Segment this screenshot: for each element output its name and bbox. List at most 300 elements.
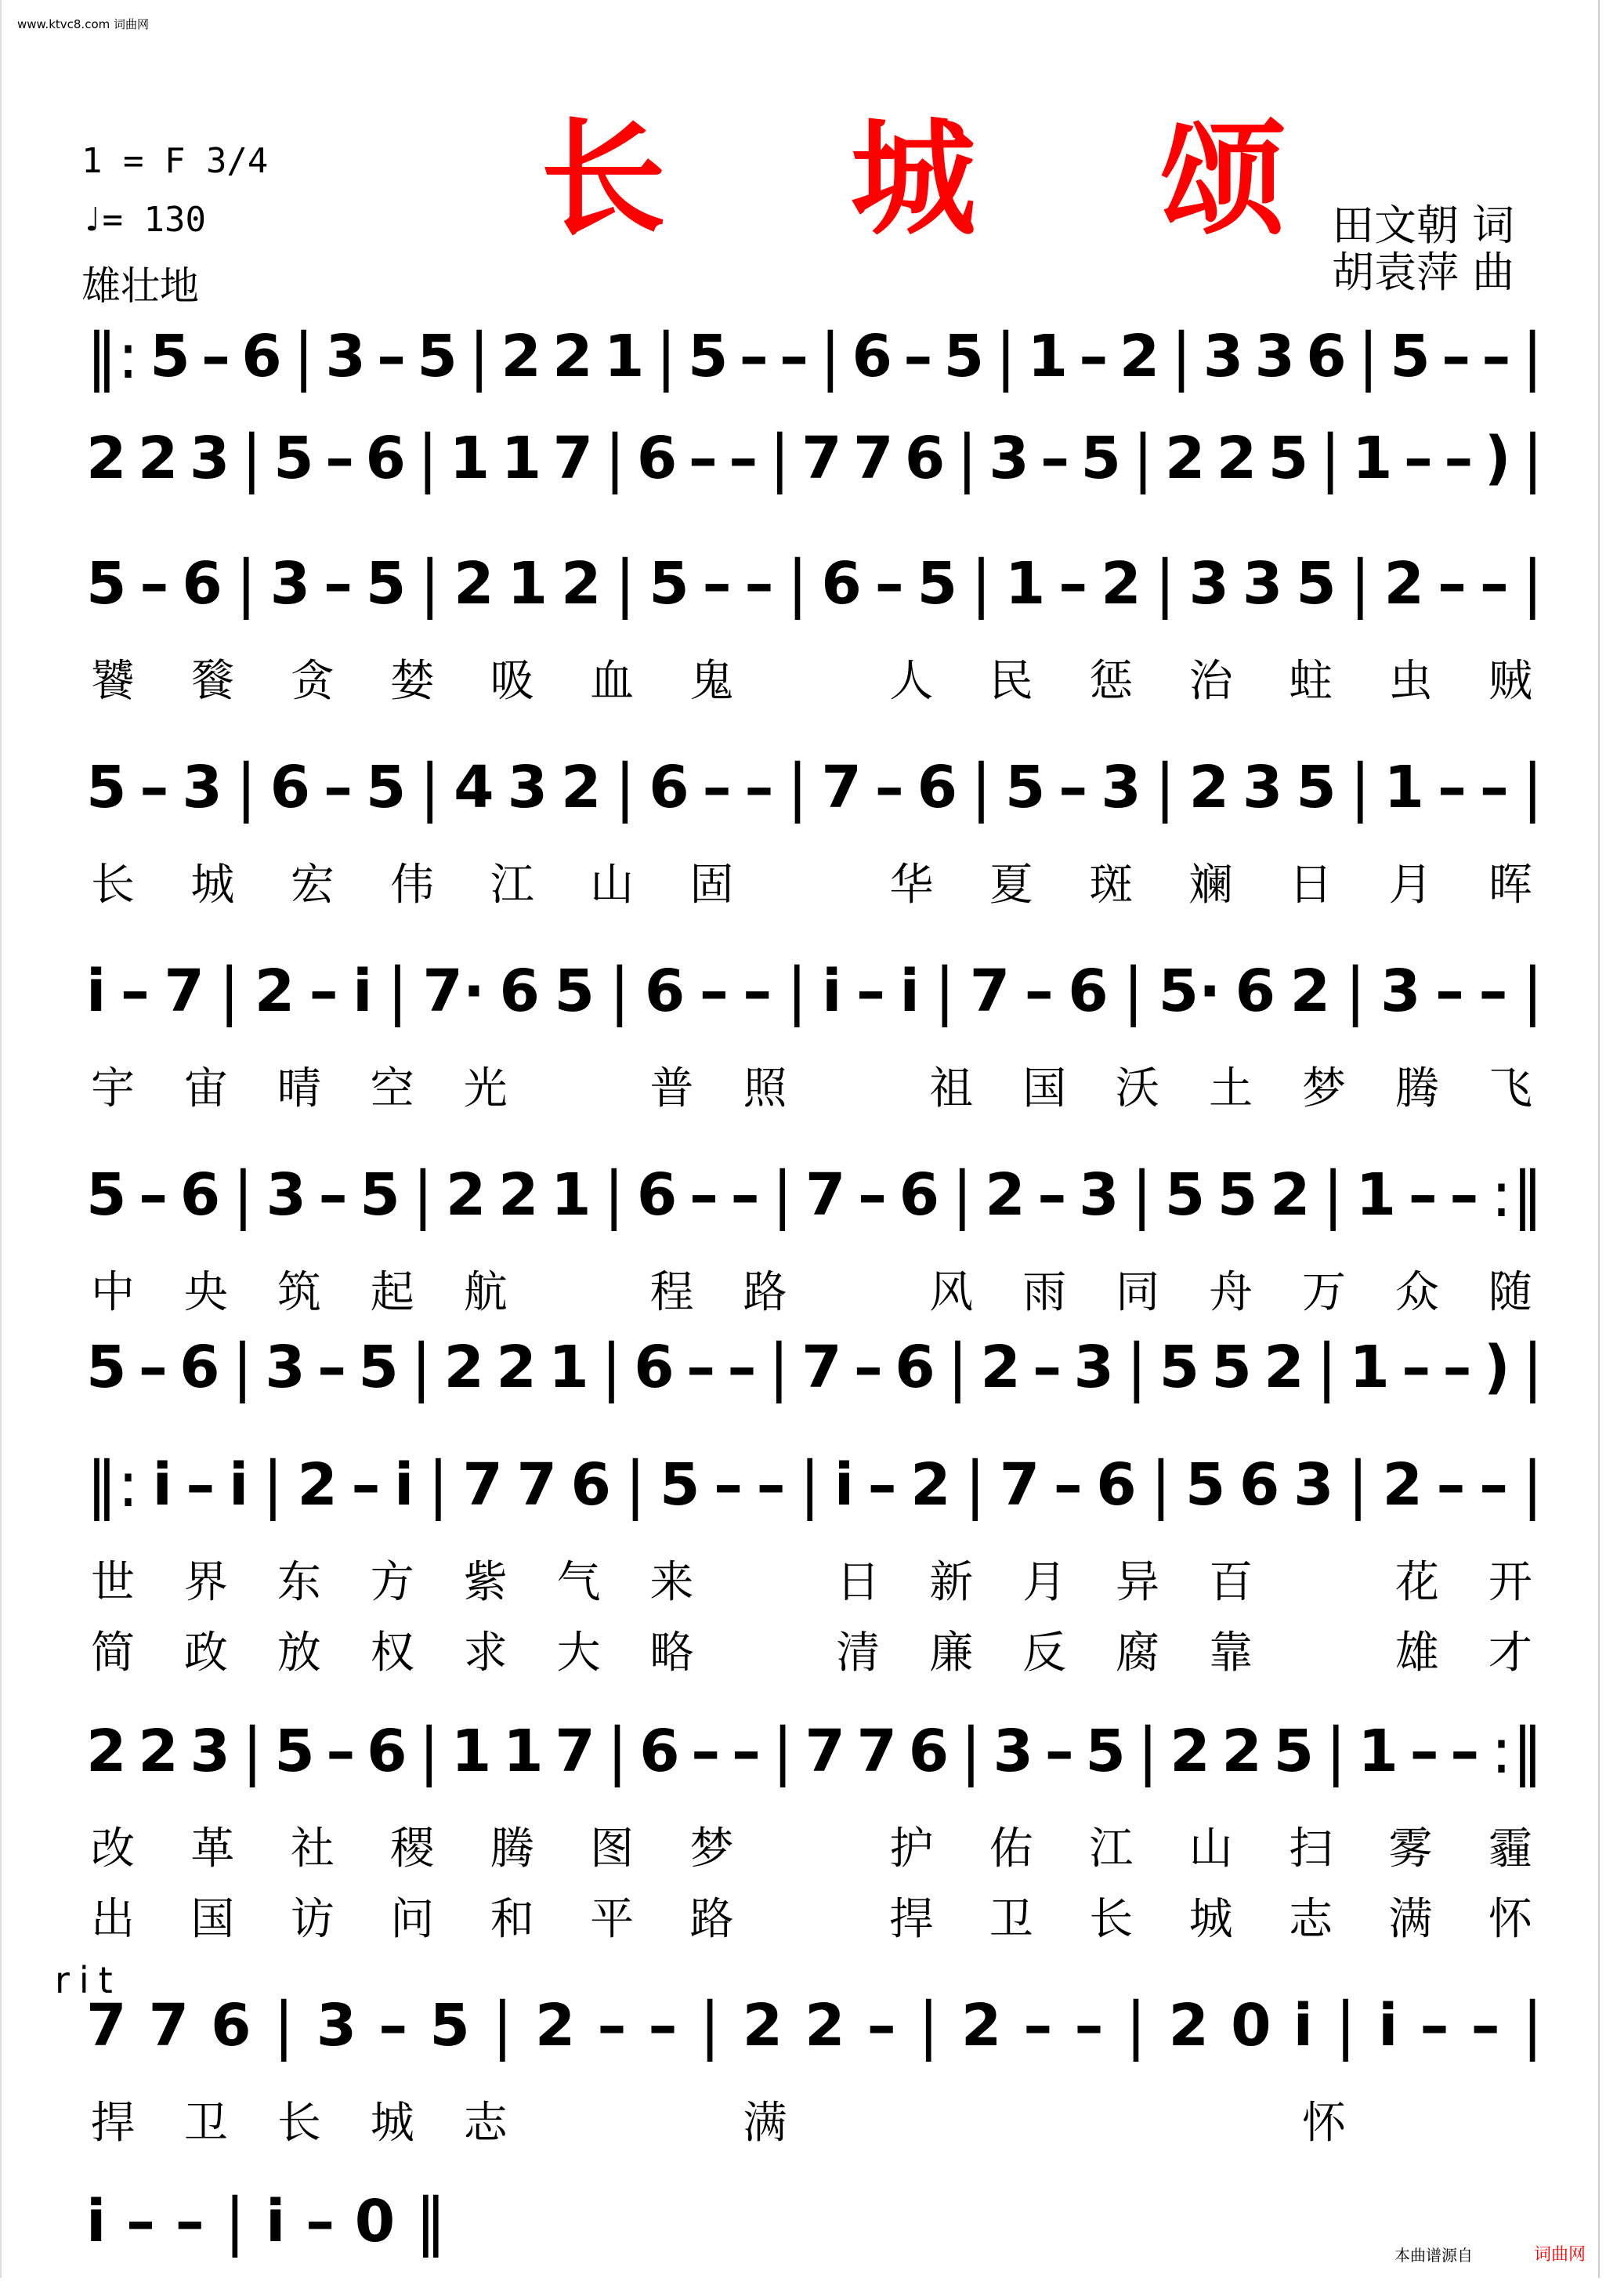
lyric-char	[836, 2088, 880, 2143]
bar-line: |	[232, 1158, 254, 1231]
lyric-line	[91, 1054, 1532, 1114]
lyric-char: 志	[1289, 1894, 1333, 1945]
note: 1	[449, 425, 490, 492]
note-sequence	[86, 541, 1543, 627]
note: 3	[1254, 323, 1295, 390]
note: –	[686, 1334, 716, 1401]
lyric-char: 中	[91, 1267, 135, 1318]
note: –	[648, 1992, 678, 2059]
lyric-char: 土	[1209, 1063, 1253, 1114]
bar-line: |	[971, 751, 992, 824]
lyric-char: 山	[1188, 1823, 1233, 1874]
note: 6	[367, 1718, 407, 1785]
lyric-char: 江	[1089, 1823, 1134, 1874]
bar-line: |	[787, 751, 808, 824]
note: –	[1420, 1992, 1449, 2059]
note: 2	[1170, 1718, 1210, 1785]
note: 6	[899, 1161, 940, 1229]
note: 2	[980, 1334, 1021, 1401]
note: 7	[516, 1451, 557, 1519]
note: 3	[1380, 958, 1421, 1025]
lyric-char: 长	[1089, 1894, 1134, 1945]
note: 5	[274, 1718, 315, 1785]
note: –	[201, 323, 231, 390]
note: 6	[904, 425, 946, 492]
bar-line: |	[224, 2185, 246, 2258]
note: 5	[1164, 1161, 1206, 1229]
lyric-char: 新	[929, 1557, 974, 1608]
lyric-line	[91, 1814, 1532, 1874]
lyric-char: 飞	[1488, 1063, 1532, 1114]
bar-line: |	[1521, 320, 1543, 393]
bar-line: |	[412, 1158, 434, 1231]
lyric-char: 捍	[91, 2098, 135, 2149]
lyric-char: 吸	[490, 656, 534, 707]
note: 2	[985, 1161, 1025, 1229]
lyric-char: 起	[370, 1267, 414, 1318]
note: 5·	[1158, 958, 1221, 1025]
note: 5	[1296, 550, 1337, 617]
lyric-char: 大	[556, 1628, 601, 1679]
note: 3	[189, 425, 230, 492]
bar-line: |	[1349, 751, 1371, 824]
note: 3	[1073, 1334, 1114, 1401]
note: 6	[636, 1161, 678, 1229]
lyric-char: 月	[1022, 1557, 1067, 1608]
bar-line: |	[947, 1331, 968, 1403]
note: 2	[560, 550, 602, 617]
score-line	[86, 948, 1543, 1114]
lyric-char	[557, 2088, 601, 2143]
lyric-char: 民	[989, 656, 1033, 707]
lyric-char	[836, 1054, 880, 1109]
bar-line: |	[609, 954, 631, 1027]
note: i	[1378, 1992, 1398, 2059]
lyric-char	[650, 2088, 694, 2143]
note: –	[378, 1992, 408, 2059]
note: 2	[1264, 1334, 1304, 1401]
lyric-char: 问	[390, 1894, 435, 1945]
note: –	[1450, 1718, 1480, 1785]
note: –	[853, 1334, 883, 1401]
note-sequence	[86, 415, 1543, 502]
bar-line: |	[1125, 1989, 1147, 2062]
note: 6	[241, 323, 282, 390]
note: 7	[852, 425, 894, 492]
lyric-char	[929, 2088, 973, 2143]
bar-line: |	[772, 1158, 794, 1231]
lyric-char: 怀	[1301, 2098, 1346, 2149]
note: 3	[1293, 1451, 1334, 1519]
note-sequence	[86, 1152, 1543, 1238]
note: 7	[462, 1451, 503, 1519]
lyric-char: 饕	[91, 656, 135, 707]
lyric-char: 婪	[390, 656, 435, 707]
note: –	[139, 754, 169, 821]
note: 1	[603, 323, 645, 390]
lyric-char: 长	[277, 2098, 321, 2149]
lyric-char	[1395, 2088, 1439, 2143]
lyric-char: 城	[190, 860, 235, 911]
lyric-char: 腾	[490, 1823, 534, 1874]
note: 3	[993, 1718, 1034, 1785]
note: 5	[943, 323, 985, 390]
note: –	[1434, 958, 1464, 1025]
note: 1	[548, 1334, 589, 1401]
lyric-char: 清	[836, 1628, 881, 1679]
note: –	[903, 323, 933, 390]
note: 7	[164, 958, 204, 1025]
note: 5	[86, 550, 127, 617]
note: –	[1024, 958, 1054, 1025]
note: 1	[1004, 550, 1046, 617]
note: 3	[265, 1334, 306, 1401]
bar-line: |	[1521, 954, 1543, 1027]
note: 5	[1217, 1161, 1258, 1229]
note: –	[1023, 1992, 1053, 2059]
note-sequence	[86, 1983, 1543, 2069]
lyric-char: 放	[277, 1628, 321, 1679]
note: 5	[1268, 425, 1309, 492]
note: –	[1044, 1718, 1074, 1785]
note: 3	[325, 323, 366, 390]
lyric-char: 访	[290, 1894, 335, 1945]
lyric-char: 长	[91, 860, 135, 911]
lyric-char	[1302, 1618, 1346, 1673]
note: –	[1436, 1451, 1466, 1519]
lyric-char: 权	[370, 1628, 414, 1679]
note: 6	[908, 1718, 949, 1785]
note: 5	[1080, 425, 1122, 492]
note: 2	[138, 1718, 179, 1785]
note-sequence	[86, 1324, 1543, 1411]
lyric-char: 江	[490, 860, 534, 911]
bar-line: |	[419, 547, 441, 620]
note: –	[729, 425, 758, 492]
note: 3	[182, 754, 222, 821]
note: –	[351, 1451, 381, 1519]
lyric-char: 路	[743, 1267, 787, 1318]
lyric-char: 出	[91, 1894, 135, 1945]
note: –	[309, 958, 338, 1025]
bar-line: ‖:	[86, 320, 139, 393]
bar-line: |	[491, 1989, 513, 2062]
bar-line: |	[1131, 1158, 1153, 1231]
lyric-char: 界	[183, 1557, 228, 1608]
lyric-char: 惩	[1089, 656, 1134, 707]
bar-line: |	[956, 422, 978, 494]
note: 1	[1355, 1161, 1397, 1229]
bar-line: |	[1325, 1715, 1347, 1787]
lyric-char: 百	[1209, 1557, 1253, 1608]
lyric-char: 国	[190, 1894, 235, 1945]
bar-line: |	[1358, 320, 1379, 393]
note: –	[1479, 754, 1509, 821]
lyric-char: 满	[743, 2098, 787, 2149]
note: i	[393, 1451, 414, 1519]
lyric-char: 蛀	[1289, 656, 1333, 707]
note: 2	[1164, 425, 1206, 492]
note: –	[857, 1161, 887, 1229]
lyric-char: 改	[91, 1823, 135, 1874]
bar-line: |	[1123, 954, 1145, 1027]
note: 5	[86, 1161, 127, 1229]
lyric-line	[91, 1258, 1532, 1318]
note-sequence	[86, 2178, 447, 2265]
lyric-char	[836, 1258, 880, 1313]
lyric-char: 腾	[1394, 1063, 1439, 1114]
bar-line: |	[917, 1989, 939, 2062]
lyric-char: 腐	[1116, 1628, 1160, 1679]
note: –	[1040, 425, 1070, 492]
lyric-char: 雄	[1394, 1628, 1439, 1679]
note: 2	[1101, 550, 1141, 617]
lyric-char: 满	[1388, 1894, 1433, 1945]
bar-line: |	[614, 547, 636, 620]
note: 2	[86, 425, 127, 492]
note: 7	[821, 754, 862, 821]
note: 1	[1384, 754, 1425, 821]
note: 3	[989, 425, 1029, 492]
bar-line: |	[1316, 1331, 1338, 1403]
lyric-char	[790, 1885, 834, 1939]
lyric-char: 梦	[1301, 1063, 1346, 1114]
lyricist-credit: 田文朝 词	[1332, 201, 1515, 250]
note: 6	[639, 1718, 680, 1785]
lyric-char: 简	[91, 1628, 135, 1679]
note: –	[1478, 958, 1508, 1025]
bar-line: :‖	[1491, 1158, 1543, 1231]
bar-line: |	[624, 1448, 646, 1521]
note: 2	[443, 1334, 485, 1401]
bar-line: |	[293, 320, 315, 393]
lyric-char: 人	[889, 656, 934, 707]
note: 1	[551, 1161, 591, 1229]
note: 6	[269, 754, 311, 821]
note: –	[139, 1161, 168, 1229]
lyric-char	[790, 1814, 834, 1869]
note: i	[353, 958, 373, 1025]
note: 5	[1211, 1334, 1252, 1401]
lyric-char: 晖	[1488, 860, 1532, 911]
lyric-char: 城	[1188, 1894, 1233, 1945]
expression-mark: 雄壮地	[81, 263, 199, 309]
note: 0	[1231, 1992, 1271, 2059]
bar-line: ‖:	[86, 1448, 139, 1521]
note: –	[1479, 550, 1509, 617]
bar-line: |	[1521, 1448, 1543, 1521]
bar-line: |	[1154, 751, 1176, 824]
note: 1	[1358, 1718, 1398, 1785]
note: i	[228, 1451, 249, 1519]
note: –	[1403, 425, 1433, 492]
bar-line: |	[772, 1715, 794, 1787]
bar-line: |	[1521, 1989, 1543, 2062]
score-line	[86, 1708, 1543, 1945]
note: 2	[254, 958, 295, 1025]
note: –	[1442, 1334, 1472, 1401]
bar-line: |	[1347, 1448, 1369, 1521]
note: i	[899, 958, 920, 1025]
note: –	[1037, 1161, 1067, 1229]
lyric-char: 鬼	[689, 656, 734, 707]
note: –	[702, 550, 732, 617]
lyric-char: 风	[929, 1267, 974, 1318]
note: 2	[910, 1451, 951, 1519]
note: 1	[450, 1718, 492, 1785]
note: –	[326, 1718, 356, 1785]
bar-line: |	[273, 1989, 295, 2062]
note: 3	[1188, 550, 1229, 617]
lyric-char: 开	[1488, 1557, 1532, 1608]
lyric-char	[557, 1258, 601, 1313]
note: 5	[917, 550, 958, 617]
footer-source: 本曲谱源自	[1394, 2246, 1473, 2265]
note: )	[1484, 425, 1511, 492]
lyric-char: 沃	[1116, 1063, 1160, 1114]
lyric-char	[743, 1548, 787, 1602]
note: –	[691, 1718, 721, 1785]
lyric-char: 图	[590, 1823, 635, 1874]
note: 3	[269, 550, 311, 617]
right-border	[1598, 0, 1600, 2278]
bar-line: |	[1521, 547, 1543, 620]
lyric-char: 航	[463, 1267, 508, 1318]
note: –	[730, 1161, 760, 1229]
lyric-char: 佑	[989, 1823, 1033, 1874]
bar-line: |	[417, 422, 439, 494]
lyric-char	[743, 1618, 787, 1673]
note: 2	[805, 1992, 845, 2059]
note: 7	[148, 1992, 190, 2059]
note: 7	[86, 1992, 127, 2059]
score-line	[86, 1983, 1543, 2149]
lyric-line	[91, 646, 1532, 707]
lyric-char: 日	[836, 1557, 881, 1608]
note: 0	[354, 2188, 396, 2255]
bar-line: |	[964, 1448, 986, 1521]
note: 2	[960, 1992, 1002, 2059]
footer-site: 词曲网	[1534, 2245, 1586, 2265]
lyric-char: 山	[590, 860, 635, 911]
note: 7	[805, 1161, 846, 1229]
note: 7·	[422, 958, 486, 1025]
note: 2	[1382, 1451, 1423, 1519]
note: 5	[358, 1334, 399, 1401]
lyric-char: 晴	[277, 1063, 321, 1114]
note: 6	[852, 323, 893, 390]
lyric-char: 卫	[183, 2098, 228, 2149]
lyric-char: 伟	[390, 860, 435, 911]
bar-line: |	[418, 1715, 440, 1787]
note: 7	[856, 1718, 897, 1785]
lyric-char: 廉	[929, 1628, 974, 1679]
note: i	[834, 1451, 855, 1519]
lyric-char: 宏	[290, 860, 335, 911]
note: –	[1074, 1992, 1104, 2059]
lyric-char: 虫	[1388, 656, 1433, 707]
bar-line: |	[787, 547, 808, 620]
note: –	[126, 2188, 156, 2255]
note: 1	[501, 425, 542, 492]
note: 2	[1188, 754, 1229, 821]
lyric-char: 夏	[989, 860, 1033, 911]
lyric-char: 程	[649, 1267, 694, 1318]
score-line	[86, 541, 1543, 707]
note: 3	[1242, 550, 1283, 617]
lyric-char: 宙	[183, 1063, 228, 1114]
note: –	[699, 958, 729, 1025]
note: –	[1444, 425, 1474, 492]
note: –	[866, 1992, 896, 2059]
note: 3	[1079, 1161, 1119, 1229]
lyric-char: 卫	[989, 1894, 1033, 1945]
composer-credit: 胡袁萍 曲	[1332, 248, 1515, 297]
note: 2	[1119, 323, 1160, 390]
note: 6	[499, 958, 540, 1025]
note: –	[139, 550, 169, 617]
note: –	[1437, 550, 1467, 617]
lyric-char	[1022, 2088, 1066, 2143]
note: i	[1293, 1992, 1314, 2059]
rit-mark: rit	[55, 1959, 122, 2001]
note: –	[739, 323, 769, 390]
lyric-char	[790, 850, 834, 905]
bar-line: |	[799, 1448, 821, 1521]
note: 6	[636, 425, 678, 492]
note: –	[689, 1161, 718, 1229]
note: –	[702, 754, 732, 821]
lyric-char: 捍	[889, 1894, 934, 1945]
key-signature: 1 = F 3/4	[81, 141, 269, 181]
note: 2	[498, 1161, 539, 1229]
lyric-char	[1488, 2088, 1532, 2143]
note: 6	[570, 1451, 611, 1519]
note: 3	[507, 754, 548, 821]
note: 2	[742, 1992, 783, 2059]
note: –	[323, 754, 353, 821]
note: –	[1058, 550, 1088, 617]
note: 6	[644, 958, 685, 1025]
bar-line: |	[1319, 422, 1341, 494]
lyric-char: 固	[689, 860, 734, 911]
left-border	[0, 0, 2, 2278]
note: 5	[1085, 1718, 1126, 1785]
lyric-char: 和	[490, 1894, 534, 1945]
bar-line: |	[231, 1331, 253, 1403]
bar-line: |	[1154, 547, 1176, 620]
note: 6	[179, 1161, 221, 1229]
note: 3	[1101, 754, 1141, 821]
bar-line: |	[262, 1448, 284, 1521]
bar-line: |	[1170, 320, 1192, 393]
lyric-char: 祖	[929, 1063, 974, 1114]
bar-line: |	[235, 751, 257, 824]
song-title: 长 城 颂	[541, 106, 1357, 252]
lyric-line	[91, 850, 1532, 911]
note: 6	[1068, 958, 1109, 1025]
note: –	[317, 1334, 347, 1401]
lyric-char: 志	[463, 2098, 508, 2149]
note: 7	[969, 958, 1011, 1025]
note: 6	[821, 550, 862, 617]
note: –	[120, 958, 150, 1025]
note: –	[1079, 323, 1109, 390]
lyric-char: 国	[1022, 1063, 1067, 1114]
lyric-char: 世	[91, 1557, 135, 1608]
bar-line: |	[1322, 1158, 1344, 1231]
lyric-char: 才	[1488, 1628, 1532, 1679]
